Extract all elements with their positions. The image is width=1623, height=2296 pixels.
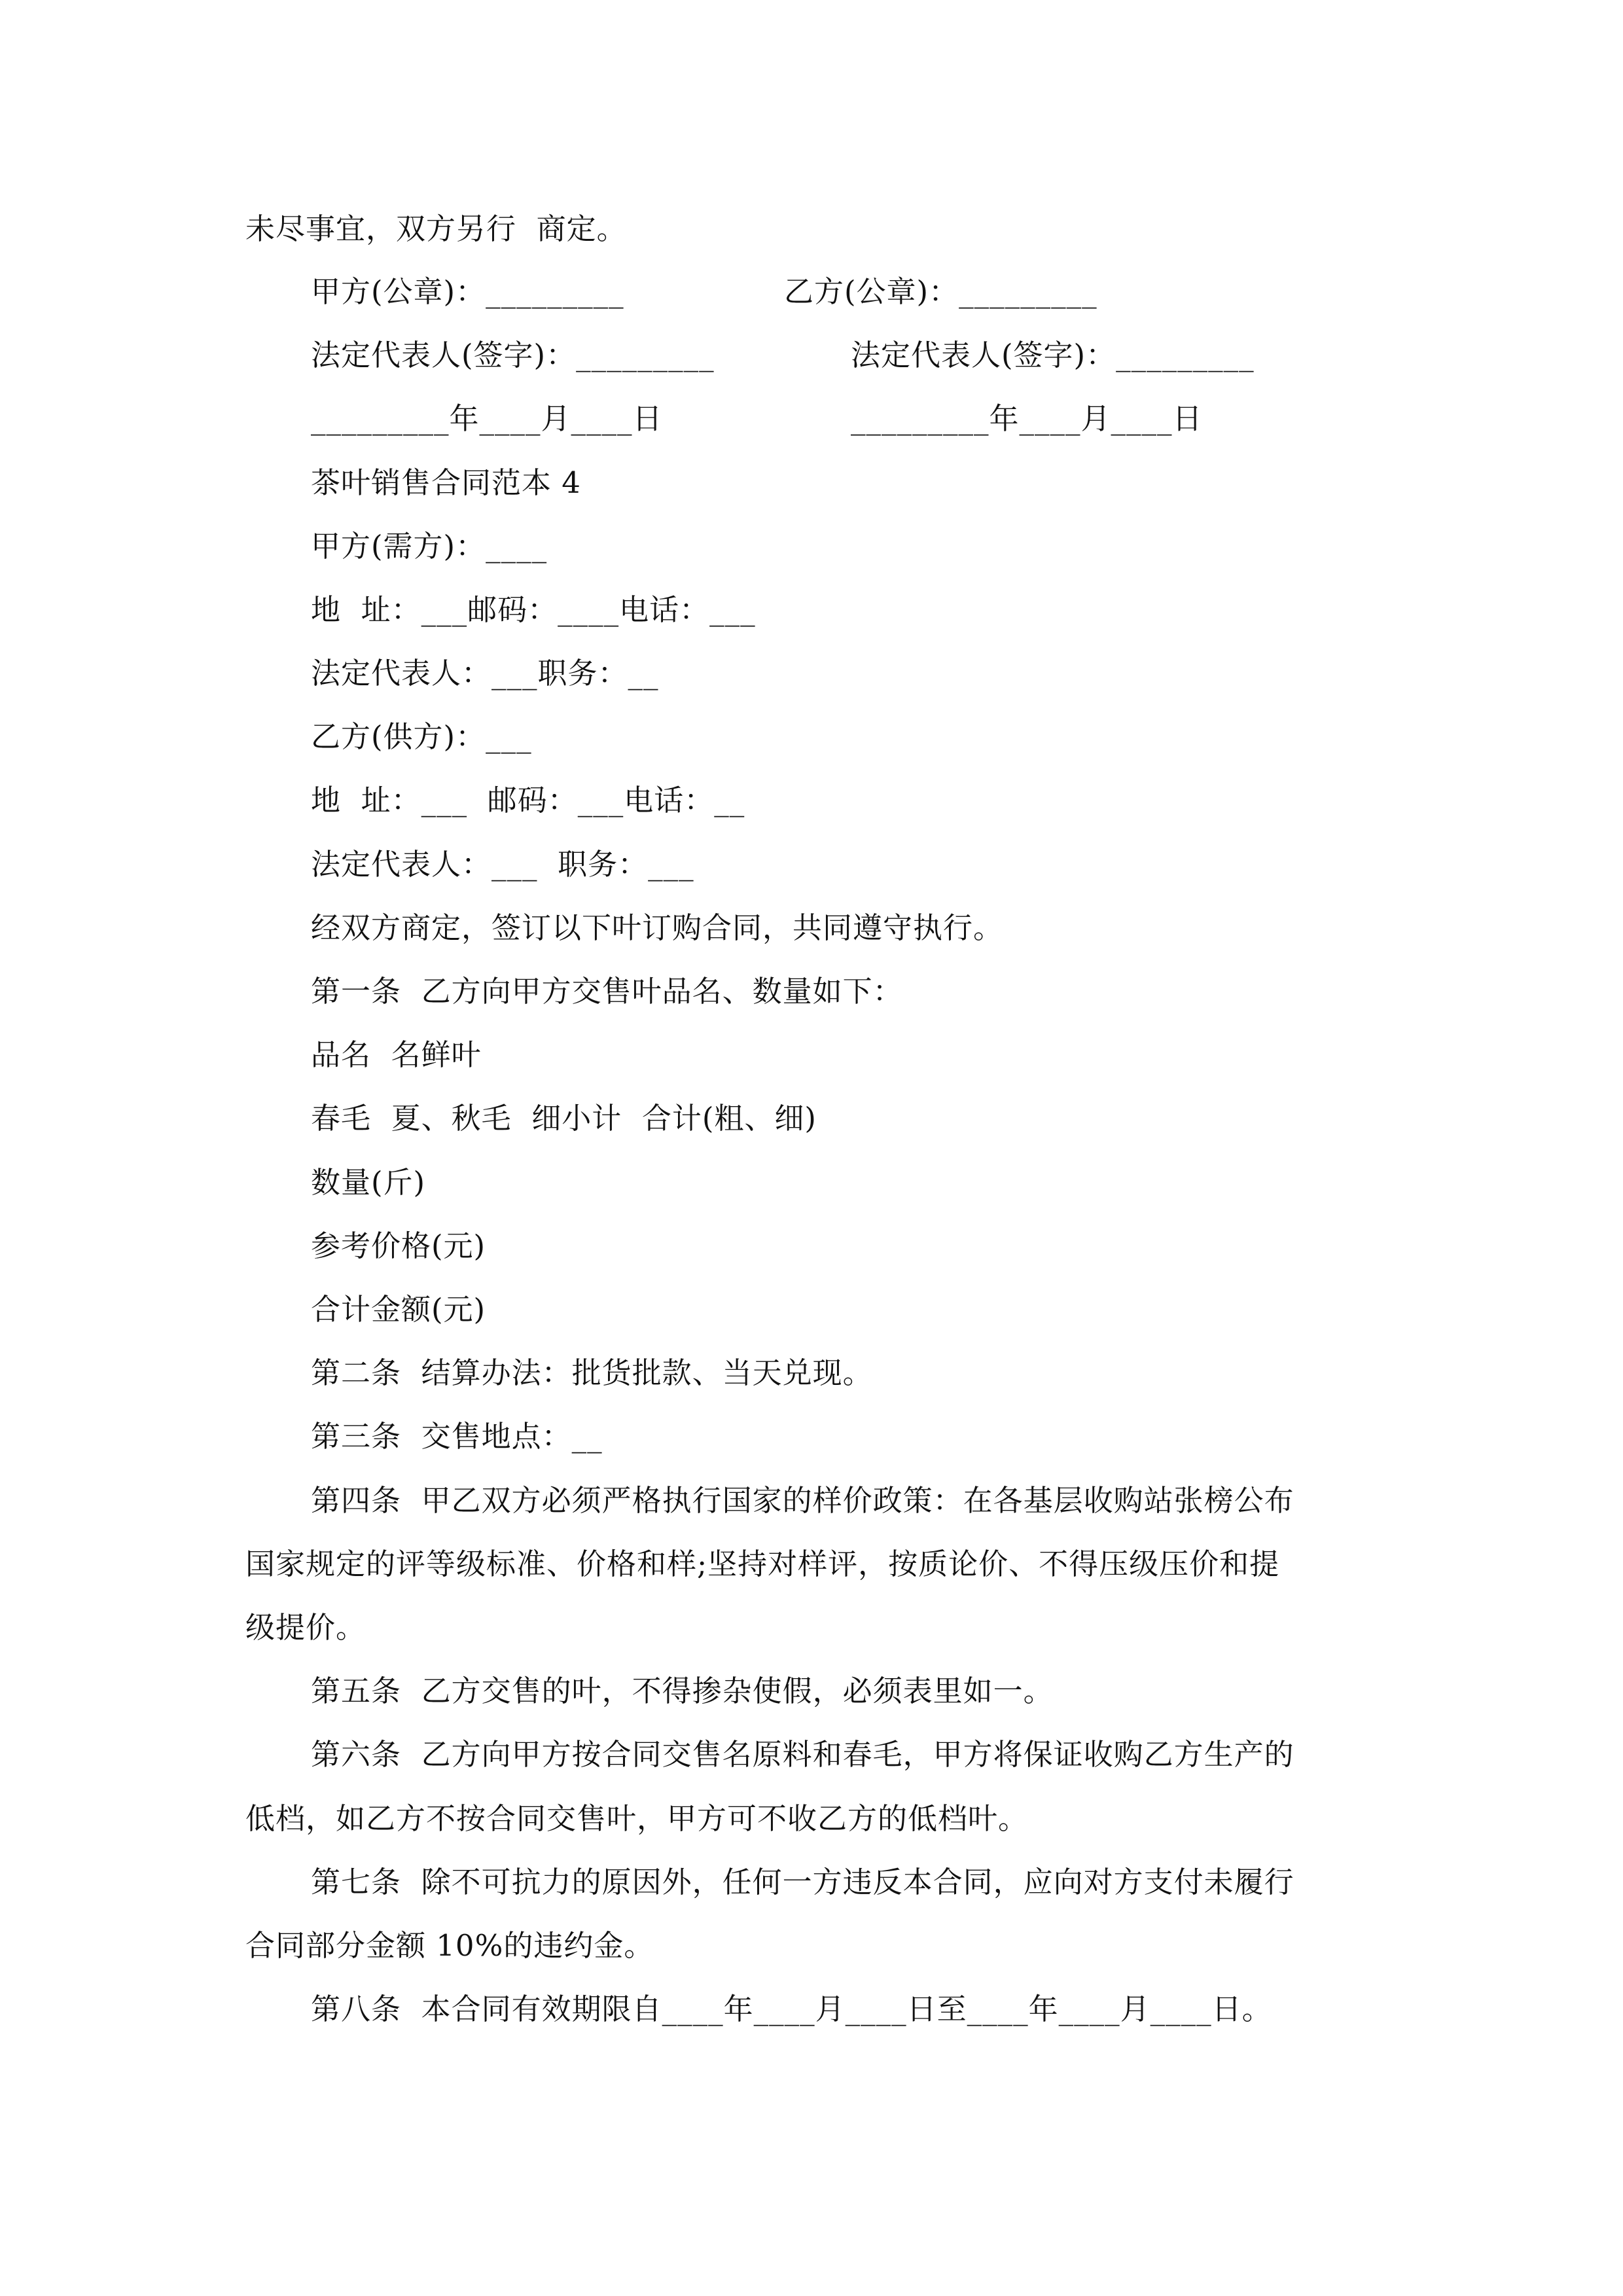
buyer-line: 甲方(需方)：____	[311, 529, 548, 564]
total-amount-line: 合计金额(元)	[311, 1292, 486, 1327]
product-categories-line: 春毛 夏、秋毛 细小计 合计(粗、细)	[311, 1101, 817, 1136]
quantity-line: 数量(斤)	[311, 1165, 426, 1200]
party-b-seal-line: 乙方(公章)：_________	[784, 274, 1097, 309]
section-title: 茶叶销售合同范本 4	[311, 465, 581, 500]
closing-line: 未尽事宜，双方另行 商定。	[245, 211, 627, 246]
article-4-line-1: 第四条 甲乙双方必须严格执行国家的样价政策：在各基层收购站张榜公布	[311, 1483, 1294, 1518]
buyer-representative-line: 法定代表人：___职务：__	[311, 656, 659, 691]
article-5: 第五条 乙方交售的叶，不得掺杂使假，必须表里如一。	[311, 1674, 1054, 1708]
article-7-line-2: 合同部分金额 10%的违约金。	[245, 1928, 654, 1963]
supplier-line: 乙方(供方)：___	[311, 719, 532, 754]
product-name-line: 品名 名鲜叶	[311, 1037, 482, 1072]
article-4-line-3: 级提价。	[245, 1610, 366, 1645]
party-b-date-line: _________年____月____日	[851, 401, 1203, 436]
article-8: 第八条 本合同有效期限自____年____月____日至____年____月____日。	[311, 1992, 1272, 2026]
party-a-date-line: _________年____月____日	[311, 401, 663, 436]
article-6-line-2: 低档，如乙方不按合同交售叶，甲方可不收乙方的低档叶。	[245, 1801, 1029, 1836]
article-3: 第三条 交售地点：__	[311, 1419, 603, 1454]
buyer-address-line: 地 址：___邮码：____电话：___	[311, 592, 756, 627]
reference-price-line: 参考价格(元)	[311, 1229, 486, 1263]
article-1: 第一条 乙方向甲方交售叶品名、数量如下：	[311, 974, 903, 1009]
supplier-address-line: 地 址：___ 邮码：___电话：__	[311, 783, 745, 817]
article-4-line-2: 国家规定的评等级标准、价格和样;坚持对样评，按质论价、不得压级压价和提	[245, 1547, 1280, 1581]
agreement-intro: 经双方商定，签订以下叶订购合同，共同遵守执行。	[311, 910, 1004, 945]
article-2: 第二条 结算办法：批货批款、当天兑现。	[311, 1355, 873, 1390]
article-7-line-1: 第七条 除不可抗力的原因外，任何一方违反本合同，应向对方支付未履行	[311, 1865, 1294, 1899]
article-6-line-1: 第六条 乙方向甲方按合同交售名原料和春毛，甲方将保证收购乙方生产的	[311, 1737, 1294, 1772]
party-b-representative-signature: 法定代表人(签字)：_________	[851, 338, 1255, 372]
party-a-representative-signature: 法定代表人(签字)：_________	[311, 338, 715, 372]
party-a-seal-line: 甲方(公章)：_________	[311, 274, 624, 309]
supplier-representative-line: 法定代表人：___ 职务：___	[311, 847, 694, 882]
